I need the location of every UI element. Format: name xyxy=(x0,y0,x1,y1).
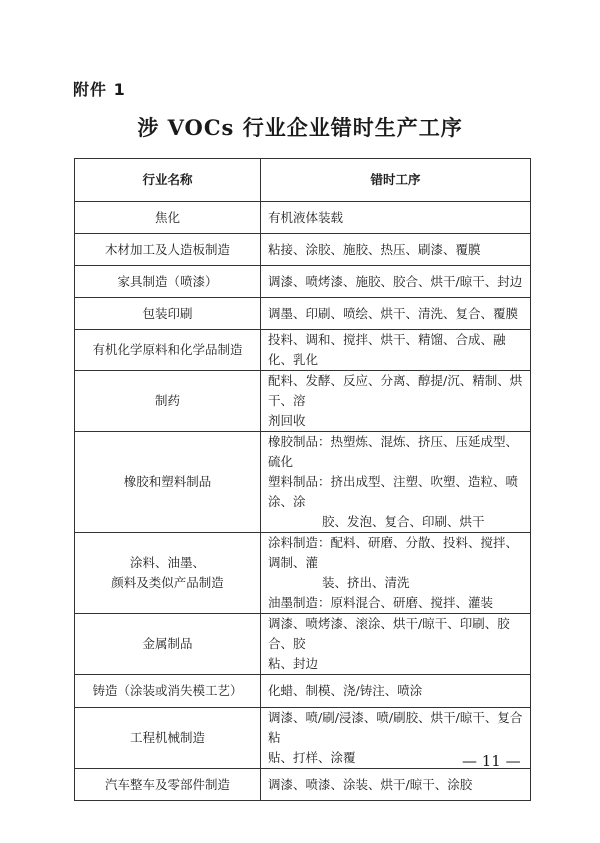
industry-cell: 汽车整车及零部件制造 xyxy=(75,769,261,801)
industry-cell: 家具制造（喷漆） xyxy=(75,266,261,298)
table-row xyxy=(75,298,531,330)
page-title: 涉 VOCs 行业企业错时生产工序 xyxy=(137,115,463,140)
header-process: 错时工序 xyxy=(261,159,531,202)
industry-cell: 涂料、油墨、 颜料及类似产品制造 xyxy=(75,533,261,614)
header-industry: 行业名称 xyxy=(75,159,261,202)
table-row xyxy=(75,769,531,801)
industry-cell: 焦化 xyxy=(75,202,261,234)
table-row xyxy=(75,675,531,708)
table-row xyxy=(75,266,531,298)
table-row xyxy=(75,330,531,371)
process-cell: 配料、发酵、反应、分离、醇提/沉、精制、烘干、溶 剂回收 xyxy=(261,371,531,432)
table-row xyxy=(75,202,531,234)
industry-cell: 铸造（涂装或消失模工艺） xyxy=(75,675,261,708)
process-cell: 粘接、涂胶、施胶、热压、刷漆、覆膜 xyxy=(261,234,531,266)
process-cell: 有机液体装载 xyxy=(261,202,531,234)
table-row xyxy=(75,533,531,614)
industry-cell: 有机化学原料和化学品制造 xyxy=(75,330,261,371)
process-cell: 化蜡、制模、浇/铸注、喷涂 xyxy=(261,675,531,708)
table-row xyxy=(75,614,531,675)
industry-cell: 金属制品 xyxy=(75,614,261,675)
table-header-row xyxy=(75,159,531,202)
attachment-label: 附件 1 xyxy=(73,80,126,99)
table-row xyxy=(75,432,531,533)
process-cell: 调漆、喷烤漆、施胶、胶合、烘干/晾干、封边 xyxy=(261,266,531,298)
process-cell: 橡胶制品：热塑炼、混炼、挤压、压延成型、硫化 塑料制品：挤出成型、注塑、吹塑、造粒、喷涂、涂 胶、发泡、复合、印刷、烘干 xyxy=(261,432,531,533)
process-cell: 调漆、喷/刷/浸漆、喷/刷胶、烘干/晾干、复合粘 贴、打样、涂覆 xyxy=(261,708,531,769)
industry-cell: 包装印刷 xyxy=(75,298,261,330)
industry-cell: 橡胶和塑料制品 xyxy=(75,432,261,533)
table-row xyxy=(75,234,531,266)
page-number: — 11 — xyxy=(462,752,521,770)
process-cell: 投料、调和、搅拌、烘干、精馏、合成、融化、乳化 xyxy=(261,330,531,371)
industry-cell: 工程机械制造 xyxy=(75,708,261,769)
process-cell: 调漆、喷烤漆、滚涂、烘干/晾干、印刷、胶合、胶 粘、封边 xyxy=(261,614,531,675)
table-row xyxy=(75,371,531,432)
process-table xyxy=(74,158,531,801)
process-cell: 调漆、喷漆、涂装、烘干/晾干、涂胶 xyxy=(261,769,531,801)
process-cell: 调墨、印刷、喷绘、烘干、清洗、复合、覆膜 xyxy=(261,298,531,330)
industry-cell: 制药 xyxy=(75,371,261,432)
process-cell: 涂料制造：配料、研磨、分散、投料、搅拌、调制、灌 装、挤出、清洗 油墨制造：原料混合、研磨、搅拌、灌装 xyxy=(261,533,531,614)
industry-cell: 木材加工及人造板制造 xyxy=(75,234,261,266)
